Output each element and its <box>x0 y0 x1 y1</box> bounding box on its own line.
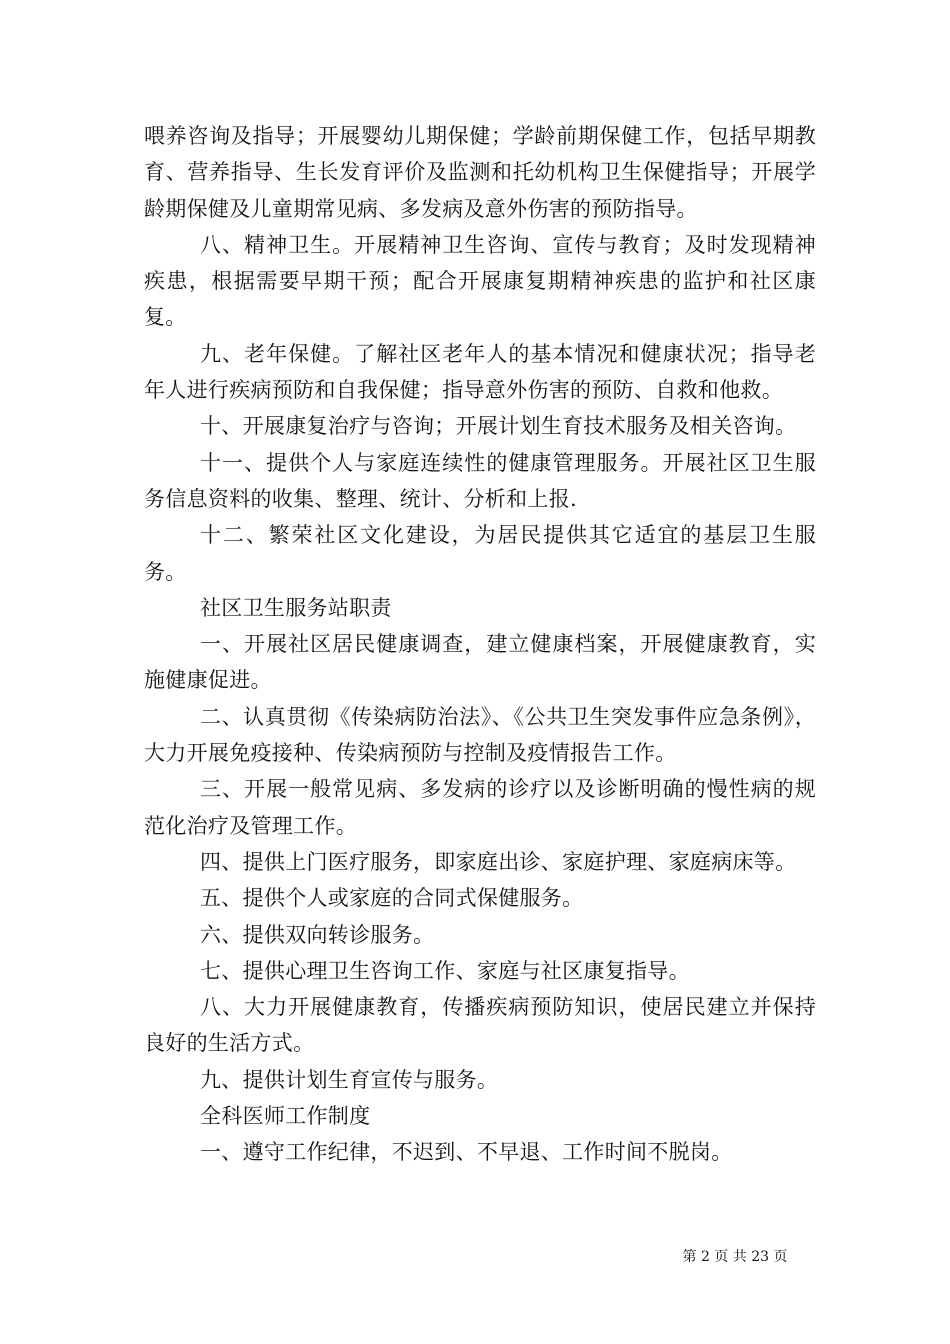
paragraph-1: 喂养咨询及指导；开展婴幼儿期保健；学龄前期保健工作，包括早期教育、营养指导、生长发育评价及监测和托幼机构卫生保健指导；开展学龄期保健及儿童期常见病、多发病及意外伤害的预防指导。 <box>144 124 816 221</box>
page-number-footer: 第 2 页 共 23 页 <box>682 1249 788 1265</box>
paragraph-4: 十、开展康复治疗与咨询；开展计划生育技术服务及相关咨询。 <box>200 414 797 439</box>
paragraph-16: 九、提供计划生育宣传与服务。 <box>200 1067 499 1092</box>
paragraph-9: 二、认真贯彻《传染病防治法》、《公共卫生突发事件应急条例》，大力开展免疫接种、传染病预防与控制及疫情报告工作。 <box>144 704 816 766</box>
paragraph-6: 十二、繁荣社区文化建设，为居民提供其它适宜的基层卫生服务。 <box>144 523 816 584</box>
document-body <box>144 118 816 1171</box>
paragraph-12: 五、提供个人或家庭的合同式保健服务。 <box>200 886 584 911</box>
paragraph-10: 三、开展一般常见病、多发病的诊疗以及诊断明确的慢性病的规范化治疗及管理工作。 <box>144 777 816 838</box>
paragraph-13: 六、提供双向转诊服务。 <box>200 922 435 947</box>
paragraph-15: 八、大力开展健康教育，传播疾病预防知识，使居民建立并保持良好的生活方式。 <box>144 995 816 1056</box>
paragraph-14: 七、提供心理卫生咨询工作、家庭与社区康复指导。 <box>200 958 690 983</box>
paragraph-18: 一、遵守工作纪律，不迟到、不早退、工作时间不脱岗。 <box>200 1140 733 1165</box>
section-heading-gp-rules: 全科医师工作制度 <box>200 1104 371 1129</box>
section-heading-station-duties: 社区卫生服务站职责 <box>200 595 392 620</box>
paragraph-8: 一、开展社区居民健康调查，建立健康档案，开展健康教育，实施健康促进。 <box>144 632 816 693</box>
paragraph-5: 十一、提供个人与家庭连续性的健康管理服务。开展社区卫生服务信息资料的收集、整理、统计、分析和上报. <box>144 450 816 511</box>
paragraph-3: 九、老年保健。了解社区老年人的基本情况和健康状况；指导老年人进行疾病预防和自我保健；指导意外伤害的预防、自救和他救。 <box>144 341 816 403</box>
paragraph-11: 四、提供上门医疗服务，即家庭出诊、家庭护理、家庭病床等。 <box>200 849 797 874</box>
paragraph-2: 八、精神卫生。开展精神卫生咨询、宣传与教育；及时发现精神疾患，根据需要早期干预；配合开展康复期精神疾患的监护和社区康复。 <box>144 232 816 330</box>
